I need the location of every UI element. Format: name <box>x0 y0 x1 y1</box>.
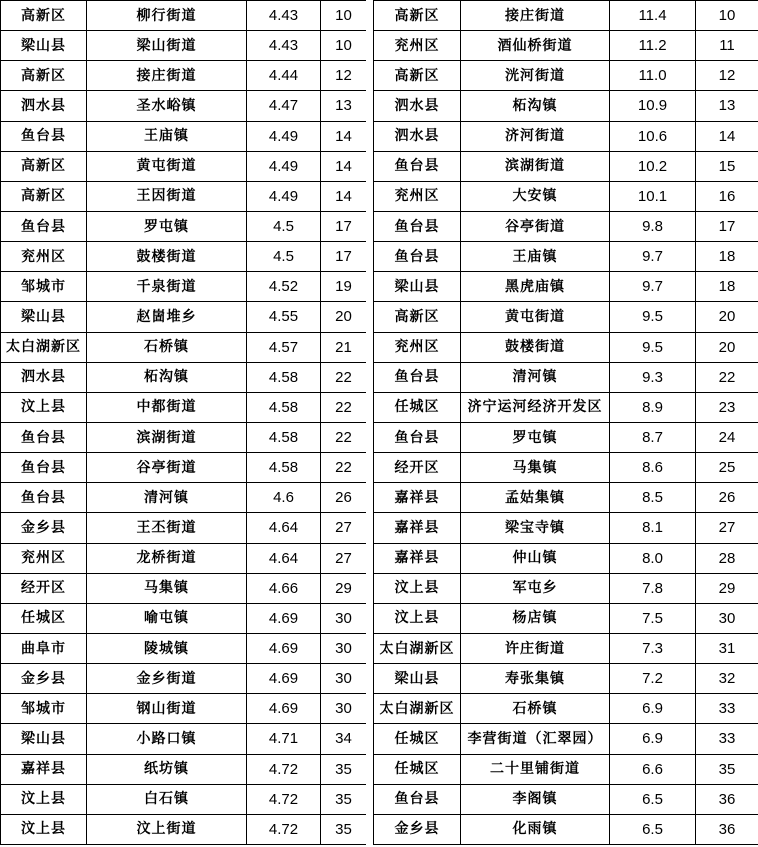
value-cell: 10.9 <box>610 91 696 121</box>
rank-cell: 20 <box>321 302 367 332</box>
rank-cell: 10 <box>696 1 758 31</box>
table-row <box>1 633 367 663</box>
town-cell: 石桥镇 <box>87 332 247 362</box>
value-cell: 4.69 <box>247 664 321 694</box>
town-cell: 酒仙桥街道 <box>461 31 610 61</box>
table-row <box>374 332 758 362</box>
value-cell: 4.66 <box>247 573 321 603</box>
value-cell: 8.0 <box>610 543 696 573</box>
town-cell: 柘沟镇 <box>461 91 610 121</box>
table-row <box>1 694 367 724</box>
table-row <box>374 453 758 483</box>
county-cell: 太白湖新区 <box>374 694 461 724</box>
value-cell: 4.44 <box>247 61 321 91</box>
town-cell: 王丕街道 <box>87 513 247 543</box>
rank-cell: 14 <box>321 181 367 211</box>
table-row <box>374 422 758 452</box>
table-row <box>374 121 758 151</box>
rank-cell: 16 <box>696 181 758 211</box>
town-cell: 王因街道 <box>87 181 247 211</box>
table-row <box>1 724 367 754</box>
rank-cell: 22 <box>321 362 367 392</box>
table-row <box>374 633 758 663</box>
county-cell: 高新区 <box>374 302 461 332</box>
county-cell: 嘉祥县 <box>374 543 461 573</box>
town-cell: 石桥镇 <box>461 694 610 724</box>
table-row <box>1 573 367 603</box>
rank-cell: 20 <box>696 332 758 362</box>
rank-cell: 30 <box>321 664 367 694</box>
value-cell: 4.69 <box>247 694 321 724</box>
county-cell: 鱼台县 <box>1 453 87 483</box>
town-cell: 大安镇 <box>461 181 610 211</box>
county-cell: 曲阜市 <box>1 633 87 663</box>
table-row <box>1 181 367 211</box>
table-row <box>1 664 367 694</box>
table-row <box>374 211 758 241</box>
value-cell: 9.8 <box>610 211 696 241</box>
county-cell: 鱼台县 <box>374 362 461 392</box>
value-cell: 9.5 <box>610 302 696 332</box>
town-cell: 梁宝寺镇 <box>461 513 610 543</box>
rank-cell: 26 <box>321 483 367 513</box>
rank-cell: 22 <box>321 453 367 483</box>
county-cell: 汶上县 <box>1 784 87 814</box>
value-cell: 4.69 <box>247 633 321 663</box>
county-cell: 高新区 <box>374 1 461 31</box>
value-cell: 4.5 <box>247 242 321 272</box>
town-cell: 柳行街道 <box>87 1 247 31</box>
town-cell: 钢山街道 <box>87 694 247 724</box>
county-cell: 高新区 <box>1 1 87 31</box>
county-cell: 鱼台县 <box>374 784 461 814</box>
table-row <box>374 362 758 392</box>
rank-cell: 17 <box>321 242 367 272</box>
county-cell: 兖州区 <box>374 332 461 362</box>
value-cell: 6.9 <box>610 724 696 754</box>
county-cell: 梁山县 <box>374 664 461 694</box>
rank-cell: 30 <box>696 603 758 633</box>
table-row <box>374 272 758 302</box>
county-cell: 梁山县 <box>1 724 87 754</box>
right-table-body <box>374 1 758 845</box>
rank-cell: 13 <box>696 91 758 121</box>
table-row <box>1 151 367 181</box>
table-row <box>374 91 758 121</box>
county-cell: 鱼台县 <box>374 422 461 452</box>
rank-cell: 32 <box>696 664 758 694</box>
county-cell: 鱼台县 <box>1 121 87 151</box>
town-cell: 柘沟镇 <box>87 362 247 392</box>
town-cell: 黄屯街道 <box>87 151 247 181</box>
rank-cell: 10 <box>321 31 367 61</box>
rank-cell: 22 <box>696 362 758 392</box>
rank-cell: 36 <box>696 784 758 814</box>
value-cell: 9.7 <box>610 242 696 272</box>
county-cell: 兖州区 <box>1 242 87 272</box>
county-cell: 汶上县 <box>374 573 461 603</box>
table-row <box>374 694 758 724</box>
town-cell: 黄屯街道 <box>461 302 610 332</box>
rank-cell: 13 <box>321 91 367 121</box>
value-cell: 6.9 <box>610 694 696 724</box>
town-cell: 喻屯镇 <box>87 603 247 633</box>
value-cell: 4.52 <box>247 272 321 302</box>
table-gap <box>366 0 373 847</box>
table-row <box>1 603 367 633</box>
value-cell: 4.47 <box>247 91 321 121</box>
rank-cell: 30 <box>321 694 367 724</box>
rank-cell: 33 <box>696 694 758 724</box>
rank-cell: 17 <box>321 211 367 241</box>
rank-cell: 35 <box>321 814 367 844</box>
town-cell: 仲山镇 <box>461 543 610 573</box>
county-cell: 高新区 <box>1 181 87 211</box>
county-cell: 梁山县 <box>1 31 87 61</box>
town-cell: 寿张集镇 <box>461 664 610 694</box>
town-cell: 滨湖街道 <box>461 151 610 181</box>
town-cell: 鼓楼街道 <box>461 332 610 362</box>
value-cell: 4.71 <box>247 724 321 754</box>
town-cell: 杨店镇 <box>461 603 610 633</box>
county-cell: 金乡县 <box>374 814 461 844</box>
table-row <box>1 272 367 302</box>
county-cell: 邹城市 <box>1 272 87 302</box>
table-row <box>374 754 758 784</box>
county-cell: 梁山县 <box>1 302 87 332</box>
county-cell: 泗水县 <box>374 121 461 151</box>
town-cell: 罗屯镇 <box>461 422 610 452</box>
rank-cell: 20 <box>696 302 758 332</box>
value-cell: 7.8 <box>610 573 696 603</box>
value-cell: 4.5 <box>247 211 321 241</box>
rank-cell: 17 <box>696 211 758 241</box>
county-cell: 汶上县 <box>1 814 87 844</box>
table-row <box>1 483 367 513</box>
table-row <box>1 784 367 814</box>
town-cell: 罗屯镇 <box>87 211 247 241</box>
town-cell: 中都街道 <box>87 392 247 422</box>
rank-cell: 12 <box>321 61 367 91</box>
town-cell: 赵崮堆乡 <box>87 302 247 332</box>
rank-cell: 21 <box>321 332 367 362</box>
county-cell: 太白湖新区 <box>374 633 461 663</box>
table-row <box>374 302 758 332</box>
table-row <box>374 61 758 91</box>
county-cell: 嘉祥县 <box>1 754 87 784</box>
table-row <box>1 543 367 573</box>
rank-cell: 24 <box>696 422 758 452</box>
table-row <box>1 61 367 91</box>
table-row <box>1 362 367 392</box>
table-row <box>374 31 758 61</box>
town-cell: 谷亭街道 <box>87 453 247 483</box>
county-cell: 经开区 <box>374 453 461 483</box>
table-row <box>374 392 758 422</box>
value-cell: 7.3 <box>610 633 696 663</box>
table-row <box>374 543 758 573</box>
value-cell: 4.69 <box>247 603 321 633</box>
town-cell: 许庄街道 <box>461 633 610 663</box>
value-cell: 4.49 <box>247 151 321 181</box>
value-cell: 4.58 <box>247 422 321 452</box>
rank-cell: 29 <box>321 573 367 603</box>
town-cell: 黑虎庙镇 <box>461 272 610 302</box>
table-row <box>1 422 367 452</box>
table-row <box>374 603 758 633</box>
value-cell: 4.58 <box>247 362 321 392</box>
town-cell: 孟姑集镇 <box>461 483 610 513</box>
rank-cell: 18 <box>696 272 758 302</box>
town-cell: 小路口镇 <box>87 724 247 754</box>
value-cell: 4.64 <box>247 543 321 573</box>
rank-cell: 27 <box>321 513 367 543</box>
value-cell: 8.7 <box>610 422 696 452</box>
town-cell: 王庙镇 <box>461 242 610 272</box>
county-cell: 泗水县 <box>1 362 87 392</box>
value-cell: 10.6 <box>610 121 696 151</box>
value-cell: 6.5 <box>610 814 696 844</box>
rank-cell: 30 <box>321 603 367 633</box>
table-row <box>374 664 758 694</box>
county-cell: 兖州区 <box>374 181 461 211</box>
value-cell: 4.55 <box>247 302 321 332</box>
rank-cell: 35 <box>321 754 367 784</box>
value-cell: 4.49 <box>247 181 321 211</box>
town-cell: 军屯乡 <box>461 573 610 603</box>
county-cell: 汶上县 <box>1 392 87 422</box>
value-cell: 4.49 <box>247 121 321 151</box>
town-cell: 金乡街道 <box>87 664 247 694</box>
county-cell: 汶上县 <box>374 603 461 633</box>
town-cell: 陵城镇 <box>87 633 247 663</box>
rank-cell: 34 <box>321 724 367 754</box>
town-cell: 梁山街道 <box>87 31 247 61</box>
rank-cell: 33 <box>696 724 758 754</box>
table-row <box>1 754 367 784</box>
town-cell: 圣水峪镇 <box>87 91 247 121</box>
county-cell: 泗水县 <box>1 91 87 121</box>
rank-cell: 18 <box>696 242 758 272</box>
table-row <box>1 121 367 151</box>
county-cell: 鱼台县 <box>374 211 461 241</box>
rank-cell: 31 <box>696 633 758 663</box>
left-ranking-table <box>0 0 367 845</box>
value-cell: 8.9 <box>610 392 696 422</box>
county-cell: 任城区 <box>374 754 461 784</box>
rank-cell: 27 <box>321 543 367 573</box>
table-row <box>374 513 758 543</box>
table-row <box>374 724 758 754</box>
value-cell: 4.72 <box>247 754 321 784</box>
county-cell: 邹城市 <box>1 694 87 724</box>
table-row <box>1 1 367 31</box>
table-row <box>374 573 758 603</box>
table-row <box>374 1 758 31</box>
county-cell: 金乡县 <box>1 513 87 543</box>
town-cell: 千泉街道 <box>87 272 247 302</box>
table-row <box>374 784 758 814</box>
rank-cell: 10 <box>321 1 367 31</box>
value-cell: 6.6 <box>610 754 696 784</box>
town-cell: 鼓楼街道 <box>87 242 247 272</box>
town-cell: 济宁运河经济开发区 <box>461 392 610 422</box>
town-cell: 王庙镇 <box>87 121 247 151</box>
town-cell: 清河镇 <box>87 483 247 513</box>
table-row <box>1 392 367 422</box>
value-cell: 8.5 <box>610 483 696 513</box>
county-cell: 兖州区 <box>1 543 87 573</box>
table-row <box>1 31 367 61</box>
town-cell: 纸坊镇 <box>87 754 247 784</box>
county-cell: 高新区 <box>1 151 87 181</box>
town-cell: 清河镇 <box>461 362 610 392</box>
county-cell: 鱼台县 <box>1 422 87 452</box>
value-cell: 11.2 <box>610 31 696 61</box>
value-cell: 4.58 <box>247 392 321 422</box>
table-row <box>374 242 758 272</box>
rank-cell: 19 <box>321 272 367 302</box>
value-cell: 9.3 <box>610 362 696 392</box>
county-cell: 鱼台县 <box>1 211 87 241</box>
value-cell: 4.72 <box>247 784 321 814</box>
rank-cell: 35 <box>321 784 367 814</box>
rank-cell: 27 <box>696 513 758 543</box>
county-cell: 任城区 <box>1 603 87 633</box>
table-row <box>1 242 367 272</box>
county-cell: 兖州区 <box>374 31 461 61</box>
town-cell: 谷亭街道 <box>461 211 610 241</box>
town-cell: 接庄街道 <box>87 61 247 91</box>
town-cell: 李营街道（汇翠园） <box>461 724 610 754</box>
rank-cell: 14 <box>321 151 367 181</box>
county-cell: 鱼台县 <box>374 242 461 272</box>
value-cell: 4.43 <box>247 31 321 61</box>
county-cell: 嘉祥县 <box>374 513 461 543</box>
town-cell: 济河街道 <box>461 121 610 151</box>
town-cell: 白石镇 <box>87 784 247 814</box>
county-cell: 高新区 <box>374 61 461 91</box>
value-cell: 4.58 <box>247 453 321 483</box>
rank-cell: 14 <box>321 121 367 151</box>
table-row <box>1 302 367 332</box>
rank-cell: 22 <box>321 392 367 422</box>
town-cell: 滨湖街道 <box>87 422 247 452</box>
town-cell: 龙桥街道 <box>87 543 247 573</box>
town-cell: 汶上街道 <box>87 814 247 844</box>
county-cell: 高新区 <box>1 61 87 91</box>
rank-cell: 14 <box>696 121 758 151</box>
rank-cell: 26 <box>696 483 758 513</box>
table-row <box>1 211 367 241</box>
town-cell: 接庄街道 <box>461 1 610 31</box>
value-cell: 8.6 <box>610 453 696 483</box>
rank-cell: 35 <box>696 754 758 784</box>
value-cell: 4.64 <box>247 513 321 543</box>
value-cell: 11.4 <box>610 1 696 31</box>
value-cell: 11.0 <box>610 61 696 91</box>
rank-cell: 25 <box>696 453 758 483</box>
town-cell: 洸河街道 <box>461 61 610 91</box>
table-row <box>1 814 367 844</box>
rank-cell: 28 <box>696 543 758 573</box>
rank-cell: 36 <box>696 814 758 844</box>
value-cell: 4.6 <box>247 483 321 513</box>
county-cell: 梁山县 <box>374 272 461 302</box>
town-cell: 马集镇 <box>461 453 610 483</box>
rank-cell: 23 <box>696 392 758 422</box>
value-cell: 10.2 <box>610 151 696 181</box>
table-row <box>374 814 758 844</box>
town-cell: 李阁镇 <box>461 784 610 814</box>
county-cell: 嘉祥县 <box>374 483 461 513</box>
value-cell: 7.5 <box>610 603 696 633</box>
value-cell: 10.1 <box>610 181 696 211</box>
table-row <box>374 181 758 211</box>
right-ranking-table <box>373 0 758 845</box>
left-table-body <box>1 1 367 845</box>
county-cell: 鱼台县 <box>374 151 461 181</box>
county-cell: 鱼台县 <box>1 483 87 513</box>
county-cell: 任城区 <box>374 724 461 754</box>
value-cell: 6.5 <box>610 784 696 814</box>
table-row <box>374 151 758 181</box>
town-cell: 二十里铺街道 <box>461 754 610 784</box>
rank-cell: 11 <box>696 31 758 61</box>
value-cell: 9.7 <box>610 272 696 302</box>
value-cell: 9.5 <box>610 332 696 362</box>
table-row <box>1 513 367 543</box>
town-cell: 马集镇 <box>87 573 247 603</box>
rank-cell: 30 <box>321 633 367 663</box>
table-row <box>1 332 367 362</box>
table-row <box>374 483 758 513</box>
county-cell: 任城区 <box>374 392 461 422</box>
value-cell: 7.2 <box>610 664 696 694</box>
value-cell: 4.72 <box>247 814 321 844</box>
value-cell: 4.57 <box>247 332 321 362</box>
table-row <box>1 453 367 483</box>
rank-cell: 22 <box>321 422 367 452</box>
county-cell: 经开区 <box>1 573 87 603</box>
county-cell: 太白湖新区 <box>1 332 87 362</box>
rank-cell: 15 <box>696 151 758 181</box>
table-row <box>1 91 367 121</box>
town-cell: 化雨镇 <box>461 814 610 844</box>
rank-cell: 12 <box>696 61 758 91</box>
county-cell: 金乡县 <box>1 664 87 694</box>
county-cell: 泗水县 <box>374 91 461 121</box>
value-cell: 8.1 <box>610 513 696 543</box>
rank-cell: 29 <box>696 573 758 603</box>
value-cell: 4.43 <box>247 1 321 31</box>
